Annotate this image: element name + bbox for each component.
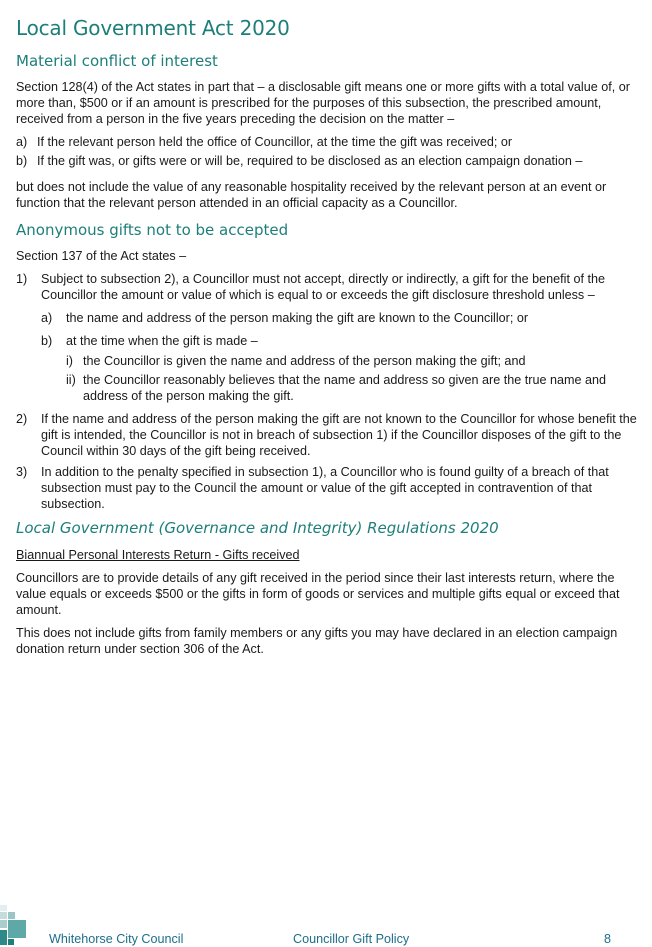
section-heading-anonymous-gifts: Anonymous gifts not to be accepted: [16, 221, 289, 239]
list-item: the name and address of the person making the gift are known to the Councillor; or: [66, 311, 529, 325]
list-marker: b): [41, 334, 53, 348]
footer-page-number: 8: [604, 932, 612, 946]
section-heading-regulations: Local Government (Governance and Integrity) Regulations 2020: [16, 519, 499, 537]
list-item: In addition to the penalty specified in subsection 1), a Councillor who is found guilty of a breach of that subsection must pay to the Council the amount or value of the gift accepted in contravention of that subsection.: [41, 465, 609, 511]
subheading-biannual-return: Biannual Personal Interests Return - Gifts received: [16, 548, 300, 562]
section3-paragraph: Councillors are to provide details of any gift received in the period since their last interests return, where the value equals or exceeds $500 or the gifts in form of goods or services and multiple gifts equal or exceed that amount.: [16, 571, 620, 617]
list-item: If the name and address of the person making the gift are not known to the Councillor for whose benefit the gift is intended, the Councillor is not in breach of subsection 1) if the Councillor disposes of the gift to the Council within 30 days of the gift being received.: [41, 412, 637, 458]
list-marker: i): [66, 354, 73, 368]
footer-document-title: Councillor Gift Policy: [293, 932, 410, 946]
list-marker: ii): [66, 373, 76, 387]
section2-intro: Section 137 of the Act states –: [16, 249, 187, 263]
list-item: at the time when the gift is made –: [66, 334, 258, 348]
list-marker: 2): [16, 412, 28, 426]
list-item: the Councillor is given the name and address of the person making the gift; and: [83, 354, 526, 368]
footer-organisation: Whitehorse City Council: [49, 932, 184, 946]
list-item: If the relevant person held the office of Councillor, at the time the gift was received; or: [37, 135, 513, 149]
list-item: Subject to subsection 2), a Councillor must not accept, directly or indirectly, a gift for the benefit of the Councillor the amount or value of which is equal to or exceeds the gift disclosure threshold unless –: [41, 272, 605, 302]
list-marker: 1): [16, 272, 28, 286]
list-item: the Councillor reasonably believes that the name and address so given are the true name and address of the person making the gift.: [83, 373, 606, 403]
page-title: Local Government Act 2020: [16, 16, 290, 40]
page-footer: [0, 905, 652, 945]
list-marker: 3): [16, 465, 28, 479]
list-marker: a): [16, 135, 28, 149]
section-heading-material-conflict: Material conflict of interest: [16, 52, 218, 70]
list-item: If the gift was, or gifts were or will be, required to be disclosed as an election campaign donation –: [37, 154, 583, 168]
section1-intro: Section 128(4) of the Act states in part that – a disclosable gift means one or more gifts with a total value of, or more than, $500 or if an amount is prescribed for the purposes of this subsection, the prescribed amount, received from a person in the five years preceding the decision on the matter –: [16, 80, 630, 126]
list-marker: a): [41, 311, 53, 325]
section1-closing: but does not include the value of any reasonable hospitality received by the relevant person at an event or function that the relevant person attended in an official capacity as a Councillor.: [16, 180, 607, 210]
list-marker: b): [16, 154, 28, 168]
section3-paragraph: This does not include gifts from family members or any gifts you may have declared in an election campaign donation return under section 306 of the Act.: [16, 626, 618, 656]
